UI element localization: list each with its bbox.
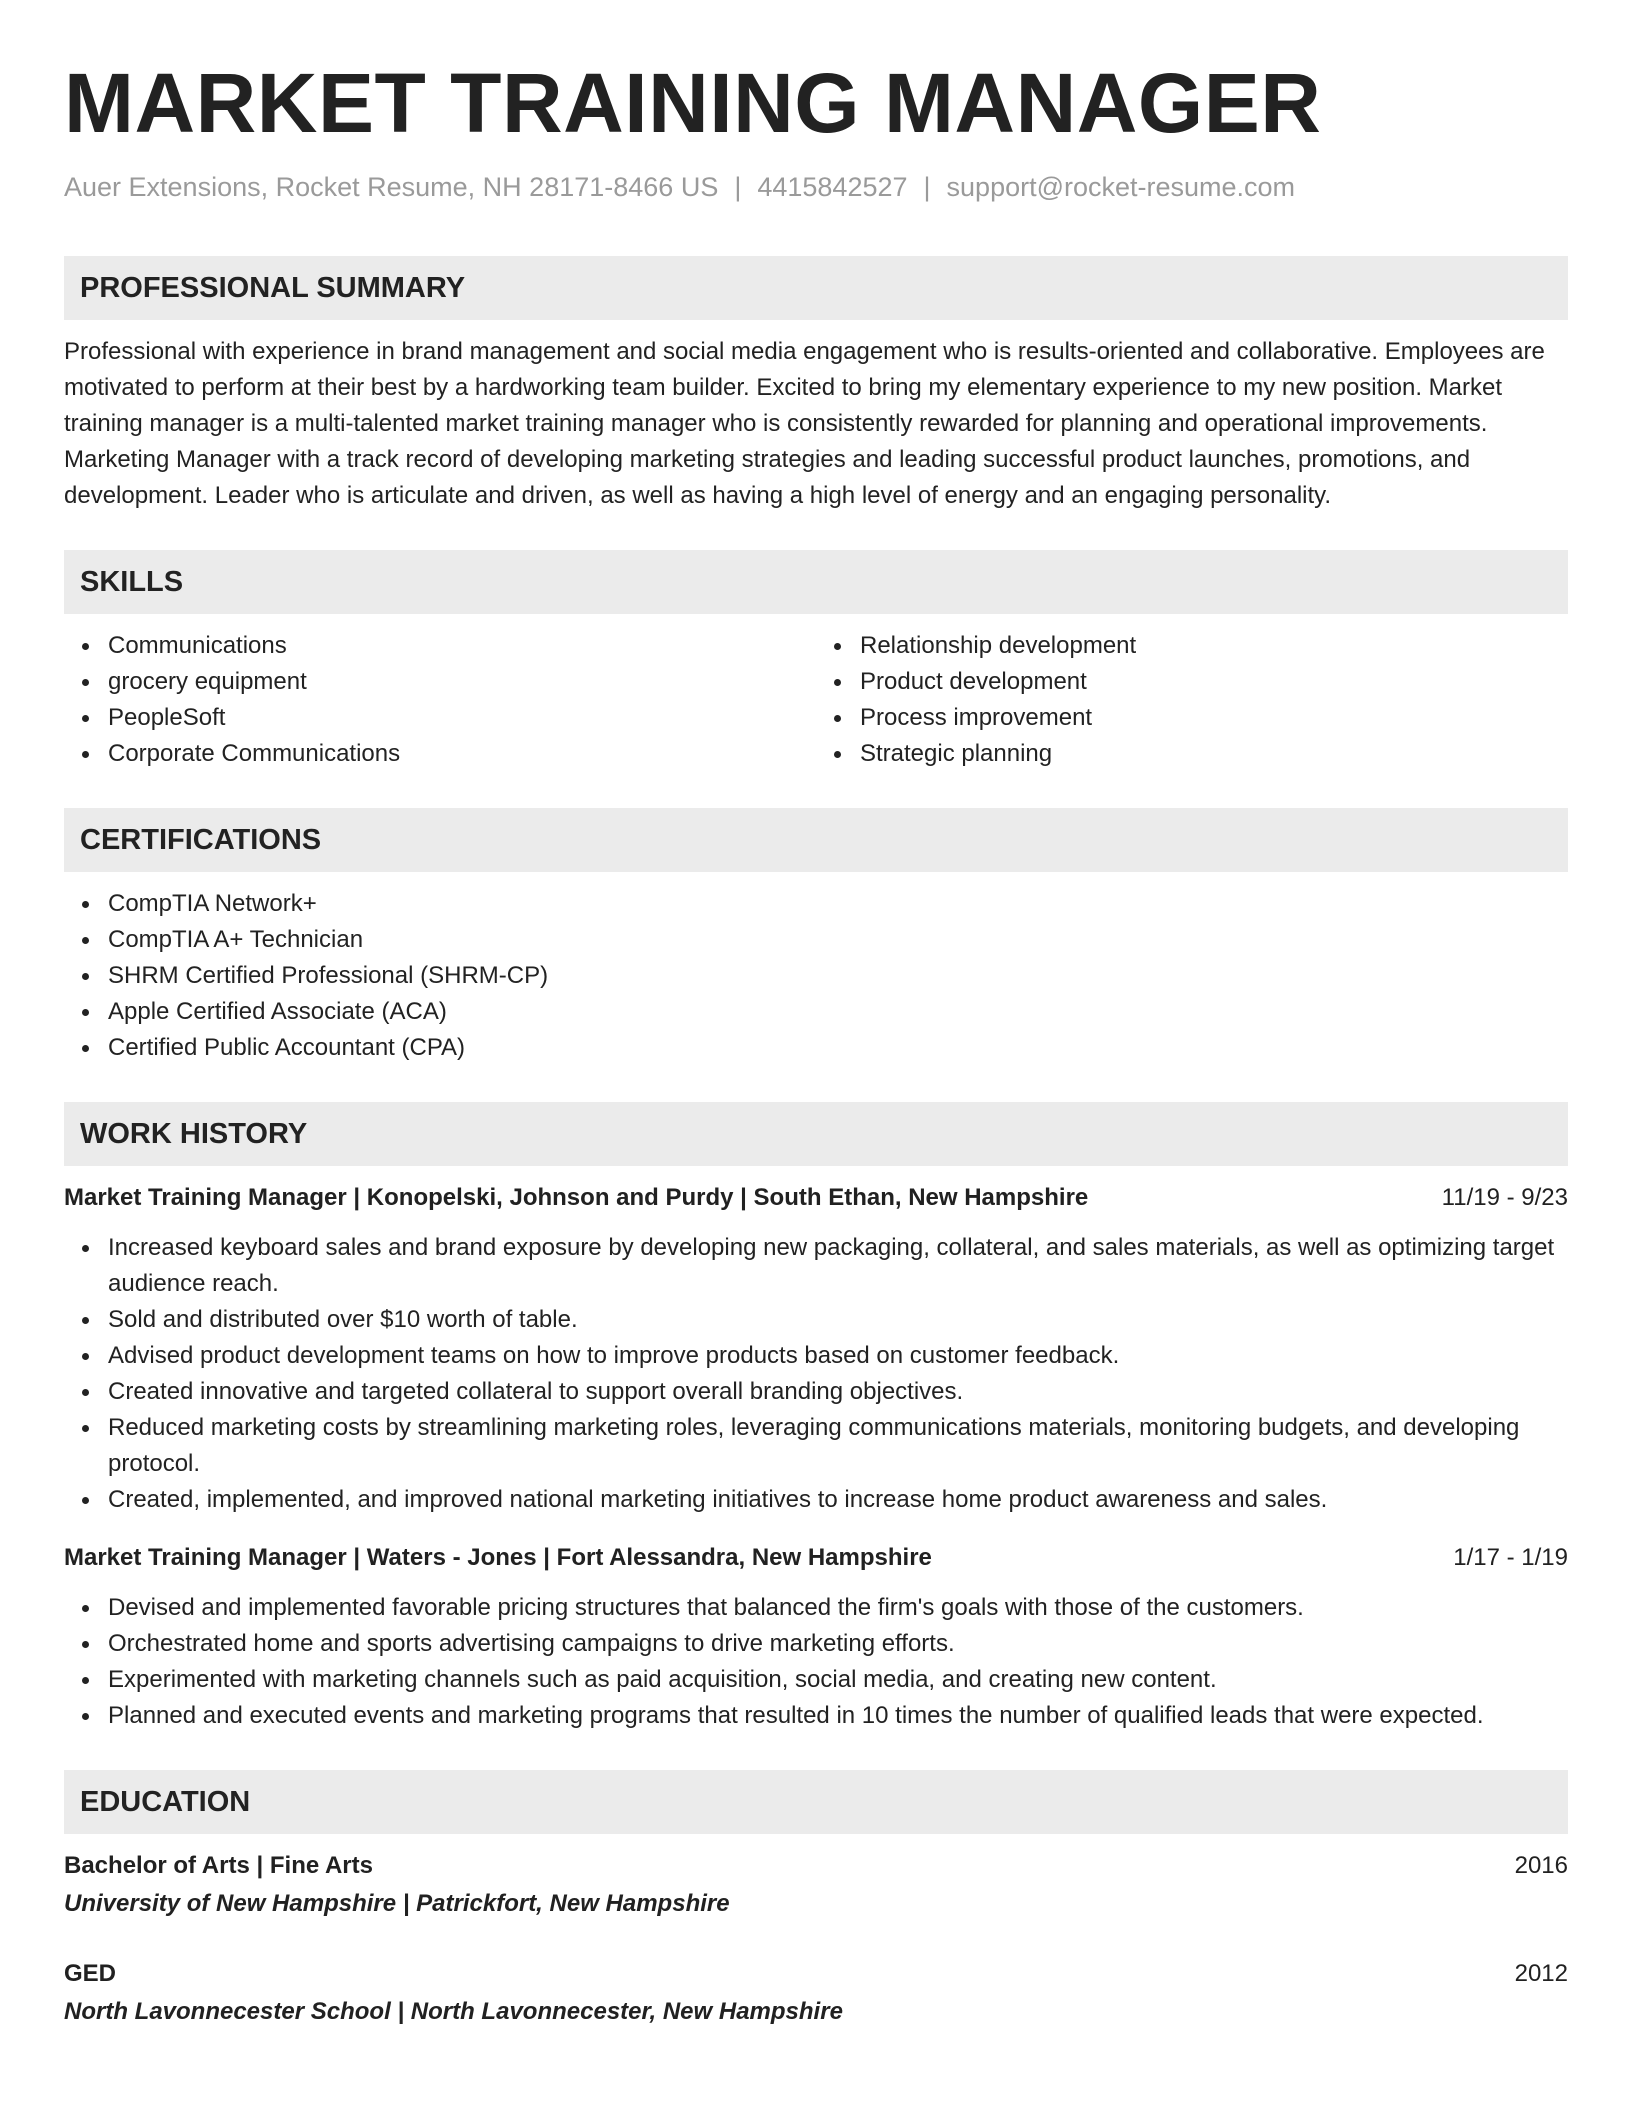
skill-item: Communications <box>64 628 816 664</box>
section-heading-summary: PROFESSIONAL SUMMARY <box>64 256 1568 320</box>
education-header <box>64 1848 1568 1884</box>
job-title: Market Training Manager | Waters - Jones | Fort Alessandra, New Hampshire <box>64 1544 932 1571</box>
section-heading-certifications: CERTIFICATIONS <box>64 808 1568 872</box>
section-heading-skills: SKILLS <box>64 550 1568 614</box>
skill-item: Process improvement <box>816 700 1568 736</box>
contact-line <box>64 168 1568 206</box>
job-bullet: Advised product development teams on how to improve products based on customer feedback. <box>64 1338 1568 1374</box>
certification-item: SHRM Certified Professional (SHRM-CP) <box>64 958 1568 994</box>
job-bullet: Devised and implemented favorable pricing structures that balanced the firm's goals with those of the customers. <box>64 1590 1568 1626</box>
job-bullet: Created, implemented, and improved national marketing initiatives to increase home product awareness and sales. <box>64 1482 1568 1518</box>
contact-phone: 4415842527 <box>757 172 908 202</box>
job-bullet: Created innovative and targeted collateral to support overall branding objectives. <box>64 1374 1568 1410</box>
education-entry <box>64 1956 1568 2030</box>
job-bullet: Experimented with marketing channels such as paid acquisition, social media, and creating new content. <box>64 1662 1568 1698</box>
skills-list-left <box>64 628 816 772</box>
job-bullet: Reduced marketing costs by streamlining marketing roles, leveraging communications materials, monitoring budgets, and developing protocol. <box>64 1410 1568 1482</box>
skills-grid <box>64 614 1568 772</box>
section-heading-work-history: WORK HISTORY <box>64 1102 1568 1166</box>
job-dates: 11/19 - 9/23 <box>1441 1184 1568 1211</box>
certification-item: CompTIA Network+ <box>64 886 1568 922</box>
job-bullet: Increased keyboard sales and brand exposure by developing new packaging, collateral, and sales materials, as well as optimizing target audience reach. <box>64 1230 1568 1302</box>
certification-item: Apple Certified Associate (ACA) <box>64 994 1568 1030</box>
job-entry <box>64 1540 1568 1734</box>
contact-email[interactable]: support@rocket-resume.com <box>946 172 1296 202</box>
education-degree: GED <box>64 1960 117 1987</box>
summary-text: Professional with experience in brand management and social media engagement who is results-oriented and collaborative. Employees are motivated to perform at their best by a hardworking team builder. Excited to bring my elementary experience to my new position. Market training manager is a multi-talented market training manager who is consistently rewarded for planning and operational improvements. Marketing Manager with a track record of developing marketing strategies and leading successful product launches, promotions, and development. Leader who is articulate and driven, as well as having a high level of energy and an engaging personality. <box>64 338 1545 509</box>
contact-separator: | <box>923 172 931 202</box>
certification-item: Certified Public Accountant (CPA) <box>64 1030 1568 1066</box>
education-entry <box>64 1848 1568 1922</box>
job-bullets <box>64 1590 1568 1734</box>
section-heading-education: EDUCATION <box>64 1770 1568 1834</box>
education-header <box>64 1956 1568 1992</box>
education-year: 2016 <box>1514 1852 1568 1879</box>
certifications-list <box>64 886 1568 1066</box>
job-bullets <box>64 1230 1568 1518</box>
candidate-name: MARKET TRAINING MANAGER <box>64 56 1322 150</box>
job-bullet: Planned and executed events and marketing programs that resulted in 10 times the number of qualified leads that were expected. <box>64 1698 1568 1734</box>
job-header <box>64 1180 1568 1216</box>
job-bullet: Orchestrated home and sports advertising campaigns to drive marketing efforts. <box>64 1626 1568 1662</box>
education-year: 2012 <box>1514 1960 1568 1987</box>
skill-item: grocery equipment <box>64 664 816 700</box>
skill-item: Strategic planning <box>816 736 1568 772</box>
job-bullet: Sold and distributed over $10 worth of table. <box>64 1302 1568 1338</box>
contact-separator: | <box>734 172 742 202</box>
job-header <box>64 1540 1568 1576</box>
skill-item: Relationship development <box>816 628 1568 664</box>
education-school: North Lavonnecester School | North Lavonnecester, New Hampshire <box>64 1998 843 2025</box>
job-title: Market Training Manager | Konopelski, Johnson and Purdy | South Ethan, New Hampshire <box>64 1184 1089 1211</box>
skill-item: Corporate Communications <box>64 736 816 772</box>
job-entry <box>64 1180 1568 1518</box>
certification-item: CompTIA A+ Technician <box>64 922 1568 958</box>
job-dates: 1/17 - 1/19 <box>1453 1544 1568 1571</box>
skill-item: Product development <box>816 664 1568 700</box>
education-school: University of New Hampshire | Patrickfort, New Hampshire <box>64 1890 730 1917</box>
education-degree: Bachelor of Arts | Fine Arts <box>64 1852 373 1879</box>
skills-list-right <box>816 628 1568 772</box>
skill-item: PeopleSoft <box>64 700 816 736</box>
contact-address: Auer Extensions, Rocket Resume, NH 28171-8466 US <box>64 172 719 202</box>
